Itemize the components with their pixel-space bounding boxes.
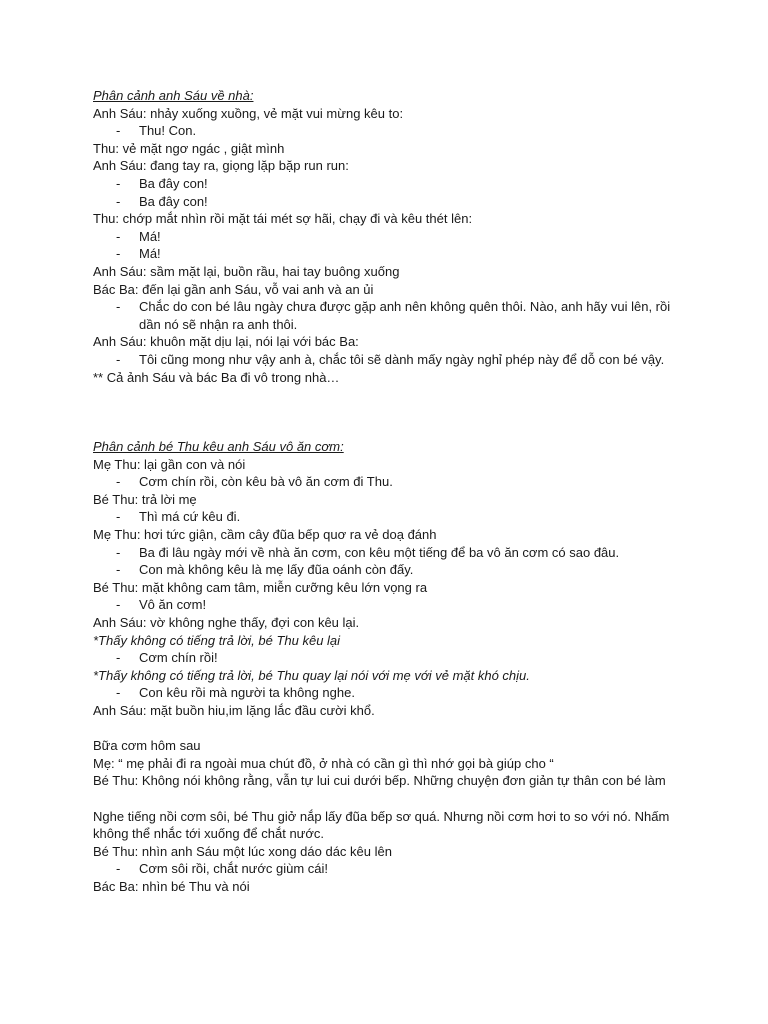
dash-marker: - <box>116 562 121 578</box>
script-line: Anh Sáu: khuôn mặt dịu lại, nói lại với bác Ba: <box>93 334 359 350</box>
paragraph-spacer <box>93 790 673 808</box>
dialogue-bullet <box>93 649 673 667</box>
script-line: Anh Sáu: mặt buồn hiu,im lặng lắc đầu cười khổ. <box>93 703 375 718</box>
script-line: Mẹ Thu: lại gần con và nói <box>93 456 246 472</box>
dash-marker: - <box>116 299 121 315</box>
dash-marker: - <box>116 228 121 244</box>
dialogue-text: Má! <box>139 246 161 262</box>
dash-marker: - <box>116 351 121 367</box>
dash-marker: - <box>116 246 121 262</box>
script-line: Bé Thu: mặt không cam tâm, miễn cưỡng kêu lớn vọng ra <box>93 579 428 595</box>
dialogue-text: Thu! Con. <box>139 123 197 139</box>
dash-marker: - <box>116 685 121 701</box>
script-line: Bác Ba: đến lại gần anh Sáu, vỗ vai anh và an ủi <box>93 281 374 297</box>
dash-marker: - <box>116 193 121 209</box>
script-line: Anh Sáu: sầm mặt lại, buồn rầu, hai tay buông xuống <box>93 263 400 279</box>
script-line: Bữa cơm hôm sau <box>93 738 201 754</box>
script-line: Bé Thu: Không nói không rằng, vẫn tự lui cui dưới bếp. Những chuyện đơn giản tự thân con bé làm <box>93 773 666 789</box>
dialogue-text: Cơm sôi rồi, chắt nước giùm cái! <box>139 861 329 877</box>
section-spacer <box>93 386 673 438</box>
dialogue-text: Cơm chín rồi! <box>139 650 218 666</box>
script-line: Thu: vẻ mặt ngơ ngác , giật mình <box>93 140 285 156</box>
dash-marker: - <box>116 509 121 525</box>
dialogue-bullet <box>93 544 673 562</box>
dialogue-bullet <box>93 228 673 246</box>
dialogue-text: Thì má cứ kêu đi. <box>139 509 241 525</box>
dialogue-bullet <box>93 245 673 263</box>
script-line: ** Cả ảnh Sáu và bác Ba đi vô trong nhà… <box>93 369 340 385</box>
script-line: Thu: chớp mắt nhìn rồi mặt tái mét sợ hãi, chạy đi và kêu thét lên: <box>93 211 473 227</box>
dash-marker: - <box>116 474 121 490</box>
section-spacer <box>93 720 673 738</box>
narration-paragraph: Nghe tiếng nồi cơm sôi, bé Thu giở nắp lấy đũa bếp sơ quá. Nhưng nồi cơm hơi to so với nó. Nhấm không thể nhắc tới xuống để chắt nước. <box>93 808 670 842</box>
dash-marker: - <box>116 861 121 877</box>
dash-marker: - <box>116 175 121 191</box>
dash-marker: - <box>116 597 121 613</box>
dash-marker: - <box>116 650 121 666</box>
script-line: Anh Sáu: đang tay ra, giọng lặp bặp run run: <box>93 158 349 174</box>
dialogue-bullet <box>93 860 673 878</box>
dialogue-text: Ba đi lâu ngày mới về nhà ăn cơm, con kêu một tiếng để ba vô ăn cơm có sao đâu. <box>139 544 620 560</box>
document-page <box>93 87 673 896</box>
script-line: Bác Ba: nhìn bé Thu và nói <box>93 878 250 894</box>
dialogue-bullet <box>93 175 673 193</box>
scene-heading: Phân cảnh anh Sáu về nhà: <box>93 88 254 103</box>
dialogue-text: Cơm chín rồi, còn kêu bà vô ăn cơm đi Thu. <box>139 474 393 490</box>
dialogue-text: Vô ăn cơm! <box>139 597 207 613</box>
dialogue-bullet <box>93 561 673 579</box>
dialogue-bullet <box>93 473 673 491</box>
stage-direction: *Thấy không có tiếng trả lời, bé Thu kêu lại <box>93 632 341 648</box>
scene-heading: Phân cảnh bé Thu kêu anh Sáu vô ăn cơm: <box>93 439 344 455</box>
script-line: Mẹ: “ mẹ phải đi ra ngoài mua chút đồ, ở nhà có cần gì thì nhớ gọi bà giúp cho “ <box>93 755 554 771</box>
dialogue-text: Con kêu rồi mà người ta không nghe. <box>139 685 355 701</box>
dialogue-text: Má! <box>139 228 161 244</box>
dialogue-bullet <box>93 298 673 333</box>
dash-marker: - <box>116 123 121 139</box>
dialogue-text: Con mà không kêu là mẹ lấy đũa oánh còn đấy. <box>139 562 414 578</box>
script-line: Bé Thu: trả lời mẹ <box>93 491 197 507</box>
script-line: Anh Sáu: vờ không nghe thấy, đợi con kêu lại. <box>93 615 360 631</box>
dialogue-text: Chắc do con bé lâu ngày chưa được gặp anh nên không quên thôi. Nào, anh hãy vui lên, rồi dần nó sẽ nhận ra anh thôi. <box>139 299 671 332</box>
script-line: Anh Sáu: nhảy xuống xuồng, vẻ mặt vui mừng kêu to: <box>93 105 404 121</box>
dash-marker: - <box>116 544 121 560</box>
dialogue-text: Ba đây con! <box>139 175 208 191</box>
dialogue-text: Tôi cũng mong như vậy anh à, chắc tôi sẽ dành mấy ngày nghỉ phép này để dỗ con bé vậy. <box>139 351 665 367</box>
dialogue-text: Ba đây con! <box>139 193 208 209</box>
dialogue-bullet <box>93 351 673 369</box>
dialogue-bullet <box>93 684 673 702</box>
dialogue-bullet <box>93 122 673 140</box>
script-line: Bé Thu: nhìn anh Sáu một lúc xong dáo dác kêu lên <box>93 843 392 859</box>
script-line: Mẹ Thu: hơi tức giận, cầm cây đũa bếp quơ ra vẻ doạ đánh <box>93 527 437 543</box>
stage-direction: *Thấy không có tiếng trả lời, bé Thu quay lại nói với mẹ với vẻ mặt khó chịu. <box>93 667 530 683</box>
dialogue-bullet <box>93 508 673 526</box>
dialogue-bullet <box>93 596 673 614</box>
dialogue-bullet <box>93 193 673 211</box>
